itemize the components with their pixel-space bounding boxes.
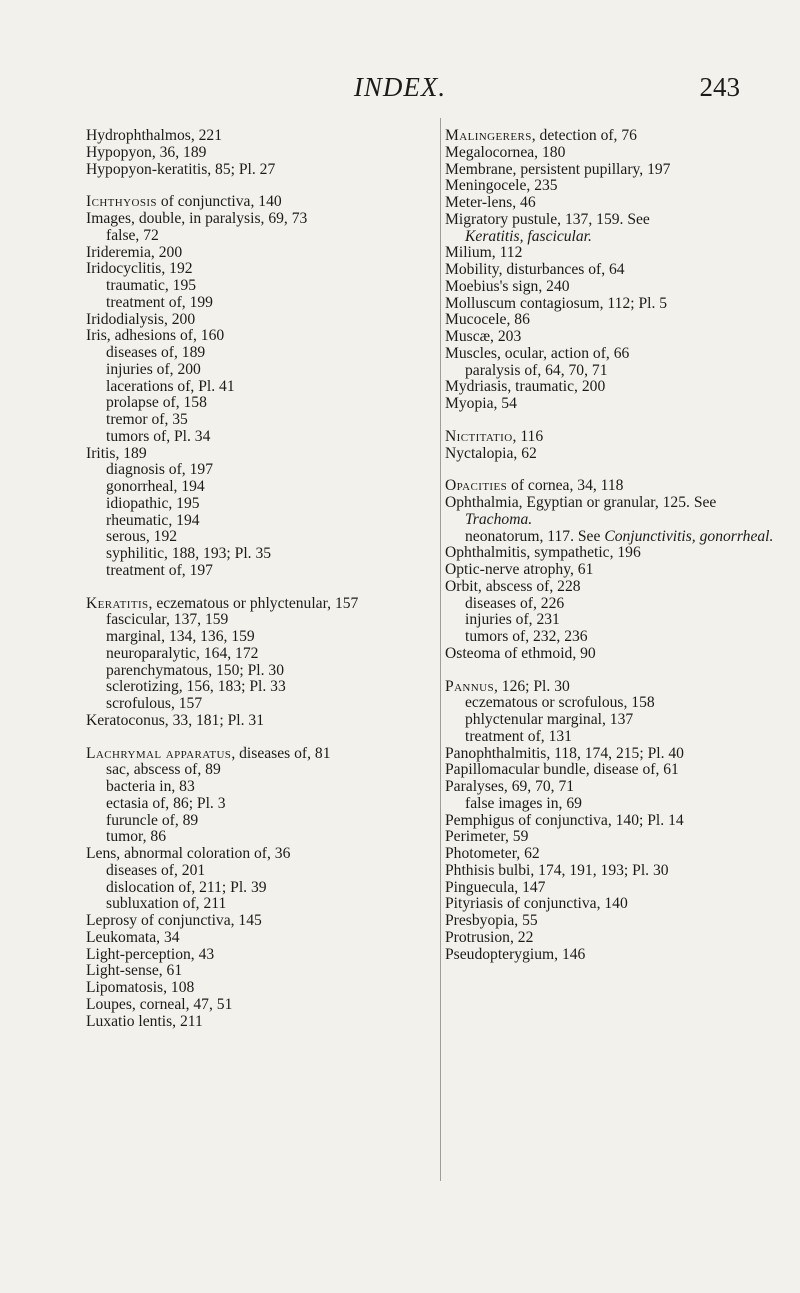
- index-entry: Perimeter, 59: [445, 828, 529, 846]
- index-subentry: lacerations of, Pl. 41: [106, 377, 235, 395]
- index-entry: Luxatio lentis, 211: [86, 1012, 203, 1030]
- index-subentry: false, 72: [106, 226, 159, 244]
- index-subentry: serous, 192: [106, 528, 178, 546]
- index-entry: Nictitatio, 116: [445, 427, 544, 445]
- index-entry: Loupes, corneal, 47, 51: [86, 995, 233, 1013]
- index-subentry: bacteria in, 83: [106, 778, 195, 795]
- index-entry: Light-sense, 61: [86, 962, 183, 980]
- index-subentry: marginal, 134, 136, 159: [106, 628, 255, 645]
- index-entry: Lachrymal apparatus, diseases of, 81: [86, 744, 331, 762]
- index-subentry: treatment of, 197: [106, 561, 213, 579]
- index-entry: Panophthalmitis, 118, 174, 215; Pl. 40: [445, 744, 684, 762]
- index-entry: Osteoma of ethmoid, 90: [445, 644, 596, 662]
- index-subentry: prolapse of, 158: [106, 394, 207, 412]
- index-entry: Milium, 112: [445, 244, 523, 262]
- index-subentry: tumor, 86: [106, 828, 167, 846]
- index-subentry: Keratitis, fascicular.: [465, 227, 592, 245]
- index-subentry: syphilitic, 188, 193; Pl. 35: [106, 545, 272, 562]
- index-subentry: treatment of, 199: [106, 293, 213, 311]
- index-entry: Mobility, disturbances of, 64: [445, 261, 625, 278]
- index-entry: Megalocornea, 180: [445, 143, 566, 161]
- index-subentry: neuroparalytic, 164, 172: [106, 644, 259, 662]
- index-letter-group: [86, 128, 419, 178]
- index-entry: Pityriasis of conjunctiva, 140: [445, 895, 628, 913]
- index-subentry: ectasia of, 86; Pl. 3: [106, 794, 226, 812]
- index-entry: Mydriasis, traumatic, 200: [445, 378, 606, 396]
- index-entry: Orbit, abscess of, 228: [445, 577, 581, 595]
- index-entry: Ichthyosis of conjunctiva, 140: [86, 193, 282, 211]
- index-entry: Photometer, 62: [445, 845, 540, 862]
- index-entry: Protrusion, 22: [445, 928, 534, 946]
- index-subentry: phlyctenular marginal, 137: [465, 711, 634, 728]
- index-entry: Meter-lens, 46: [445, 194, 536, 211]
- index-entry: Leprosy of conjunctiva, 145: [86, 912, 262, 929]
- index-entry: Images, double, in paralysis, 69, 73: [86, 210, 308, 227]
- index-entry: Malingerers, detection of, 76: [445, 127, 637, 144]
- index-subentry: tremor of, 35: [106, 411, 188, 428]
- page-number: 243: [699, 72, 740, 102]
- index-entry: Pinguecula, 147: [445, 878, 546, 896]
- index-entry: Papillomacular bundle, disease of, 61: [445, 761, 679, 779]
- index-entry: Myopia, 54: [445, 395, 517, 412]
- index-entry: Mucocele, 86: [445, 311, 530, 329]
- index-subentry: parenchymatous, 150; Pl. 30: [106, 661, 285, 679]
- index-entry: Hypopyon, 36, 189: [86, 143, 207, 161]
- index-subentry: sclerotizing, 156, 183; Pl. 33: [106, 678, 286, 696]
- index-subentry: tumors of, 232, 236: [465, 628, 588, 645]
- index-letter-group: [445, 128, 777, 413]
- index-entry: Phthisis bulbi, 174, 191, 193; Pl. 30: [445, 861, 669, 879]
- index-subentry: gonorrheal, 194: [106, 478, 205, 495]
- index-column-right: [445, 128, 777, 963]
- index-entry: Irideremia, 200: [86, 243, 183, 261]
- index-entry: Lens, abnormal coloration of, 36: [86, 845, 291, 862]
- index-entry: Hypopyon-keratitis, 85; Pl. 27: [86, 160, 276, 178]
- index-letter-group: [445, 429, 777, 463]
- index-entry: Nyctalopia, 62: [445, 444, 537, 462]
- index-entry: Keratitis, eczematous or phlyctenular, 157: [86, 594, 359, 612]
- index-subentry: diagnosis of, 197: [106, 461, 213, 479]
- index-subentry: rheumatic, 194: [106, 511, 200, 529]
- index-subentry: eczematous or scrofulous, 158: [465, 694, 655, 712]
- index-subentry: false images in, 69: [465, 794, 582, 812]
- index-letter-group: [445, 478, 777, 662]
- index-entry: Membrane, persistent pupillary, 197: [445, 160, 671, 178]
- index-subentry: diseases of, 201: [106, 861, 206, 879]
- index-entry: Iris, adhesions of, 160: [86, 327, 225, 345]
- index-letter-group: [445, 679, 777, 964]
- index-subentry: sac, abscess of, 89: [106, 761, 221, 779]
- index-column-left: [86, 128, 419, 1030]
- index-entry: Optic-nerve atrophy, 61: [445, 561, 594, 578]
- index-entry: Presbyopia, 55: [445, 912, 538, 929]
- index-entry: Pseudopterygium, 146: [445, 945, 586, 963]
- index-letter-group: [86, 194, 419, 579]
- index-subentry: traumatic, 195: [106, 277, 197, 294]
- index-entry: Lipomatosis, 108: [86, 979, 195, 996]
- index-letter-group: [86, 596, 419, 730]
- index-entry: Iridodialysis, 200: [86, 310, 196, 328]
- page-header: [0, 72, 800, 112]
- index-entry: Muscæ, 203: [445, 328, 522, 345]
- index-subentry: scrofulous, 157: [106, 695, 203, 712]
- index-entry: Hydrophthalmos, 221: [86, 127, 223, 144]
- index-subentry: fascicular, 137, 159: [106, 611, 229, 629]
- index-entry: Pemphigus of conjunctiva, 140; Pl. 14: [445, 811, 684, 829]
- column-divider: [440, 118, 441, 1181]
- index-entry: Migratory pustule, 137, 159. See: [445, 210, 650, 228]
- index-subentry: tumors of, Pl. 34: [106, 427, 211, 445]
- index-entry: Keratoconus, 33, 181; Pl. 31: [86, 711, 265, 729]
- index-subentry: neonatorum, 117. See Conjunctivitis, gonorrheal.: [465, 527, 774, 545]
- index-entry: Iritis, 189: [86, 444, 147, 462]
- index-subentry: dislocation of, 211; Pl. 39: [106, 878, 267, 896]
- index-subentry: treatment of, 131: [465, 727, 572, 745]
- index-entry: Leukomata, 34: [86, 928, 180, 946]
- index-letter-group: [86, 746, 419, 1031]
- index-subentry: furuncle of, 89: [106, 811, 199, 829]
- index-entry: Muscles, ocular, action of, 66: [445, 344, 630, 362]
- index-entry: Ophthalmia, Egyptian or granular, 125. See Trachoma.: [445, 494, 717, 528]
- index-subentry: paralysis of, 64, 70, 71: [465, 361, 608, 379]
- index-entry: Opacities of cornea, 34, 118: [445, 477, 624, 495]
- index-entry: Paralyses, 69, 70, 71: [445, 778, 575, 795]
- index-subentry: idiopathic, 195: [106, 494, 200, 512]
- index-entry: Light-perception, 43: [86, 945, 215, 963]
- running-title: INDEX.: [353, 72, 447, 102]
- index-entry: Moebius's sign, 240: [445, 277, 570, 295]
- index-subentry: diseases of, 226: [465, 594, 565, 612]
- index-entry: Meningocele, 235: [445, 177, 558, 195]
- index-entry: Molluscum contagiosum, 112; Pl. 5: [445, 294, 668, 312]
- index-subentry: diseases of, 189: [106, 344, 206, 361]
- index-entry: Iridocyclitis, 192: [86, 260, 193, 278]
- index-subentry: subluxation of, 211: [106, 895, 227, 913]
- index-entry: Ophthalmitis, sympathetic, 196: [445, 544, 641, 562]
- index-entry: Pannus, 126; Pl. 30: [445, 677, 570, 695]
- index-subentry: injuries of, 231: [465, 611, 560, 629]
- index-subentry: injuries of, 200: [106, 360, 201, 378]
